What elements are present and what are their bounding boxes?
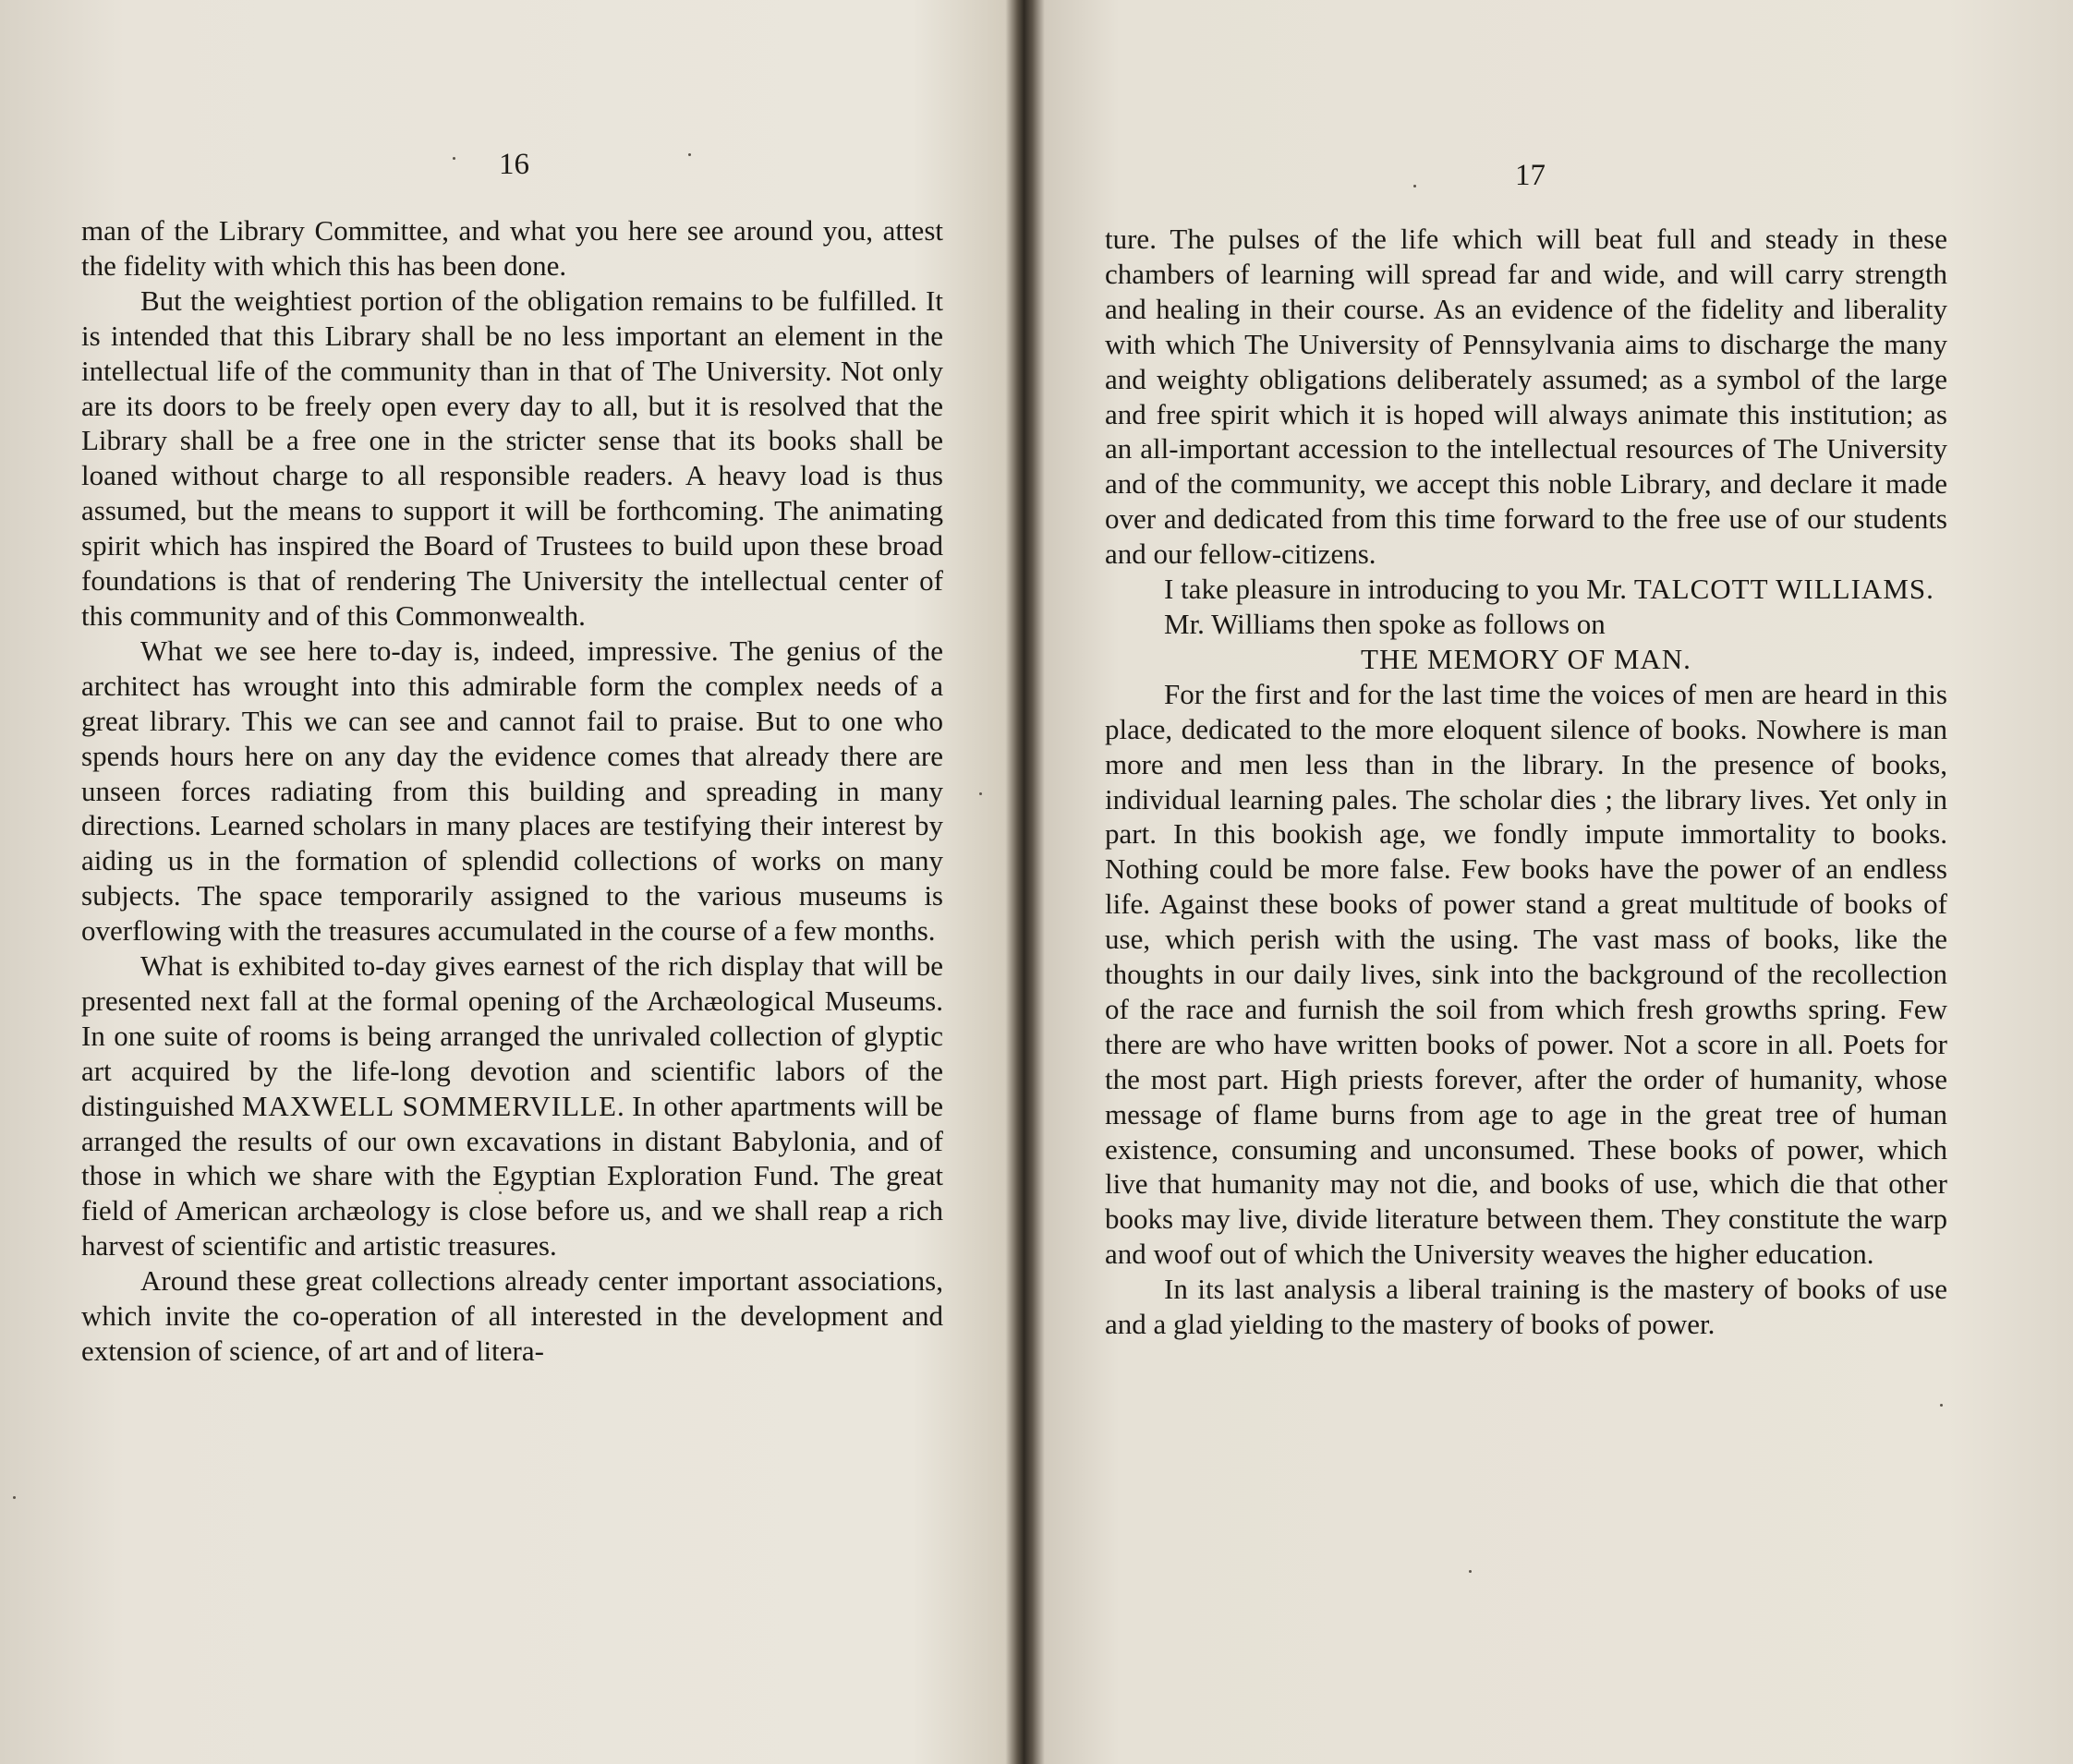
- paper-speck: [979, 792, 982, 795]
- paragraph: Around these great collections already center important associations, which invite the co-operation of all interested in the development and extension of science, of art and of litera-: [81, 1264, 943, 1367]
- paper-speck: [1413, 185, 1416, 187]
- page-number: 17: [1515, 159, 1546, 192]
- paper-speck: [453, 157, 455, 160]
- paragraph: In its last analysis a liberal training is the mastery of books of use and a glad yielding to the mastery of books of power.: [1105, 1273, 1947, 1341]
- paragraph-text: . In other apartments will be arranged the results of our own excavations in distant Babylonia, and of those in which we share with the Egyptian Exploration Fund. The great field of American archæology is close before us, and we shall reap a rich harvest of scientific and artistic treasures.: [81, 1089, 943, 1263]
- section-heading: THE MEMORY OF MAN.: [1361, 642, 1691, 675]
- paper-speck: [1469, 1570, 1472, 1573]
- left-page: [0, 0, 1012, 1764]
- paper-speck: [1940, 1404, 1943, 1407]
- paragraph: ture. The pulses of the life which will beat full and steady in these chambers of learning will spread far and wide, and will carry strength and healing in their course. As an evidence of the fidelity and liberality with which The University of Pennsylvania aims to discharge the many and weighty obligations deliberately assumed; as a symbol of the large and free spirit which it is hoped will always animate this institution; as an all-important accession to the intellectual resources of The University and of the community, we accept this noble Library, and declare it made over and dedicated from this time forward to the free use of our students and our fellow-citizens.: [1105, 223, 1947, 571]
- paragraph-text: I take pleasure in introducing to you Mr.: [1164, 573, 1628, 606]
- paragraph: But the weightiest portion of the obligation remains to be fulfilled. It is intended that this Library shall be no less important an element in the intellectual life of the community than in that of The University. Not only are its doors to be freely open every day to all, but it is resolved that the Library shall be a free one in the stricter sense that its books shall be loaned without charge to all responsible readers. A heavy load is thus assumed, but the means to support it will be forthcoming. The animating spirit which has inspired the Board of Trustees to build upon these broad foundations is that of rendering The University the intellectual center of this community and of this Commonwealth.: [81, 284, 943, 632]
- paragraph-text: What is exhibited to-day gives earnest of the rich display that will be presented next fall at the formal opening of the Archæological Museums. In one suite of rooms is being arranged the unrivaled collection of glyptic art acquired by the life-long devotion and scientific labors of the distinguished: [81, 949, 943, 1122]
- paragraph: For the first and for the last time the voices of men are heard in this place, dedicated to the more eloquent silence of books. Nowhere is man more and men less than in the library. In the presence of books, individual learning pales. The scholar dies ; the library lives. Yet only in part. In this bookish age, we fondly impute immortality to books. Nothing could be more false. Few books have the power of an endless life. Against these books of power stand a great multitude of books of use, which perish with the using. The vast mass of books, like the thoughts in our daily lives, sink into the background of the recollection of the race and furnish the soil from which fresh growths spring. Few there are who have written books of power. Not a score in all. Poets for the most part. High priests forever, after the order of humanity, whose message of flame burns from age to age in the great tree of human existence, consuming and unconsumed. These books of power, which live that humanity may not die, and books of use, which die that other books may live, divide literature between them. They constitute the warp and woof out of which the University weaves the higher education.: [1105, 677, 1947, 1271]
- paper-speck: [13, 1496, 16, 1499]
- right-page: [1020, 0, 2073, 1764]
- page-number: 16: [499, 148, 529, 181]
- paragraph: Mr. Williams then spoke as follows on: [1164, 607, 1606, 640]
- paragraph: What we see here to-day is, indeed, impressive. The genius of the architect has wrought into this admirable form the complex needs of a great library. This we can see and cannot fail to praise. But to one who spends hours here on any day the evidence comes that already there are unseen forces radiating from this building and spreading in many directions. Learned scholars in many places are testifying their interest by aiding us in the formation of splendid collections of works on many subjects. The space temporarily assigned to the various museums is overflowing with the treasures accumulated in the course of a few months.: [81, 634, 943, 948]
- paragraph: [81, 948, 943, 1263]
- page-body: [1105, 222, 1947, 1342]
- paper-speck: [688, 153, 691, 156]
- paragraph: [1105, 572, 1947, 607]
- person-name: MAXWELL SOMMERVILLE: [241, 1089, 617, 1122]
- paragraph-text: .: [1926, 573, 1934, 606]
- paper-speck: [499, 1191, 502, 1194]
- page-body: [81, 213, 943, 1369]
- person-name: TALCOTT WILLIAMS: [1633, 573, 1927, 606]
- paragraph: man of the Library Committee, and what you here see around you, attest the fidelity with which this has been done.: [81, 214, 943, 282]
